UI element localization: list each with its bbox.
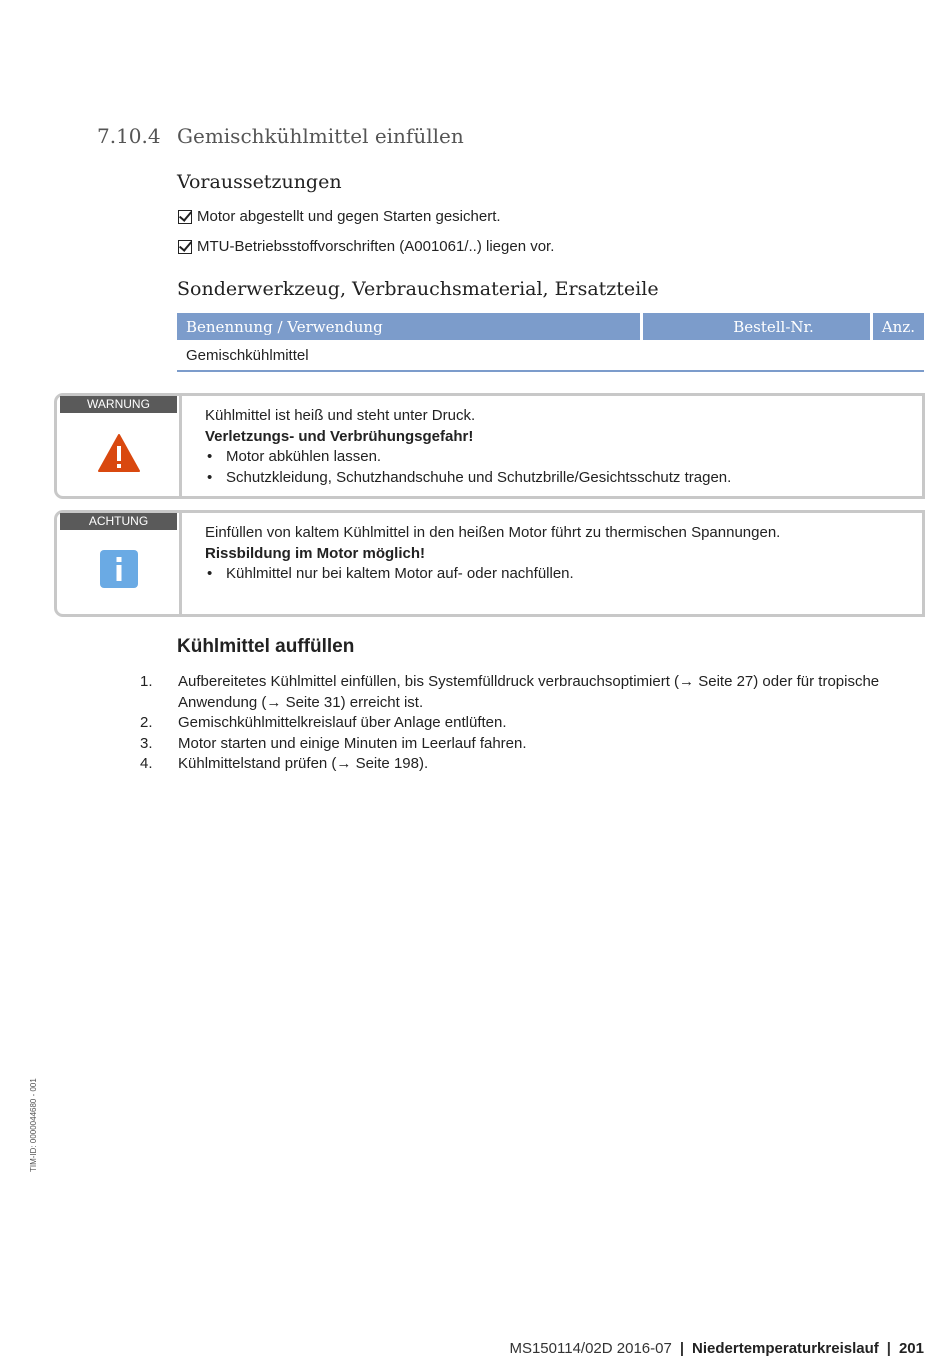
step-number: 2.	[140, 714, 153, 731]
footer-separator: |	[886, 1340, 891, 1357]
procedure-steps	[140, 672, 920, 775]
procedure-heading: Kühlmittel auffüllen	[177, 636, 355, 657]
warning-text: Kühlmittel ist heiß und steht unter Druck.	[205, 407, 476, 424]
caution-hazard: Rissbildung im Motor möglich!	[205, 544, 425, 562]
prerequisite-item	[178, 208, 501, 225]
warning-content	[205, 406, 731, 488]
column-header-quantity: Anz.	[873, 313, 924, 340]
materials-heading: Sonderwerkzeug, Verbrauchsmaterial, Ersatzteile	[177, 278, 659, 300]
caution-text: Einfüllen von kaltem Kühlmittel in den heißen Motor führt zu thermischen Spannungen.	[205, 524, 781, 541]
list-item	[140, 672, 920, 713]
footer-chapter: Niedertemperaturkreislauf	[692, 1340, 879, 1357]
warning-bullets	[205, 447, 731, 488]
step-number: 4.	[140, 755, 153, 772]
checked-box-icon	[178, 210, 192, 224]
notice-sidebar	[57, 513, 182, 614]
column-header-name: Benennung / Verwendung	[177, 313, 643, 340]
prerequisite-text: Motor abgestellt und gegen Starten gesichert.	[197, 208, 501, 225]
column-header-order-no: Bestell-Nr.	[643, 313, 872, 340]
step-number: 3.	[140, 734, 153, 752]
checked-box-icon	[178, 240, 192, 254]
table-cell-quantity	[873, 340, 924, 372]
prerequisites-heading: Voraussetzungen	[177, 171, 342, 193]
page-number: 201	[898, 1340, 924, 1357]
table-row	[177, 340, 924, 372]
materials-table	[177, 313, 924, 372]
table-cell-order-no	[643, 340, 872, 372]
page-footer	[509, 1340, 924, 1357]
step-text: Motor starten und einige Minuten im Leerlauf fahren.	[178, 734, 527, 752]
step-number: 1.	[140, 673, 153, 690]
table-header-row	[177, 313, 924, 340]
notice-sidebar	[57, 396, 182, 496]
list-item: • Kühlmittel nur bei kaltem Motor auf- oder nachfüllen.	[205, 564, 780, 585]
list-item	[140, 734, 920, 755]
warning-label: WARNUNG	[60, 396, 177, 413]
info-icon	[100, 550, 138, 588]
footer-document-id: MS150114/02D 2016-07	[509, 1340, 672, 1357]
warning-hazard: Verletzungs- und Verbrühungsgefahr!	[205, 427, 474, 445]
step-text: Gemischkühlmittelkreislauf über Anlage entlüften.	[178, 714, 507, 731]
warning-triangle-icon	[97, 433, 141, 473]
list-item: • Motor abkühlen lassen.	[205, 447, 731, 468]
tim-id: TIM-ID: 0000044680 - 001	[29, 1078, 38, 1172]
step-text: Kühlmittelstand prüfen (→ Seite 198).	[178, 755, 429, 772]
warning-notice	[54, 393, 925, 499]
step-text-line: Anwendung (→ Seite 31) erreicht ist.	[178, 693, 424, 711]
step-text	[178, 672, 879, 713]
prerequisite-item	[178, 238, 554, 255]
list-item	[140, 713, 920, 734]
caution-notice	[54, 510, 925, 617]
prerequisite-text: MTU-Betriebsstoffvorschriften (A001061/..) liegen vor.	[197, 238, 555, 255]
list-item	[140, 754, 920, 775]
footer-separator: |	[679, 1340, 685, 1357]
step-text-line: Aufbereitetes Kühlmittel einfüllen, bis Systemfülldruck verbrauchsoptimiert (→ Seite 27) oder für tropische	[178, 673, 880, 690]
table-cell-name: Gemischkühlmittel	[177, 340, 643, 372]
caution-bullets	[205, 564, 780, 585]
section-number: 7.10.4	[97, 124, 161, 148]
section-title: Gemischkühlmittel einfüllen	[177, 124, 464, 148]
caution-label: ACHTUNG	[60, 513, 177, 530]
caution-content	[205, 523, 780, 585]
list-item: • Schutzkleidung, Schutzhandschuhe und Schutzbrille/Gesichtsschutz tragen.	[205, 468, 731, 489]
